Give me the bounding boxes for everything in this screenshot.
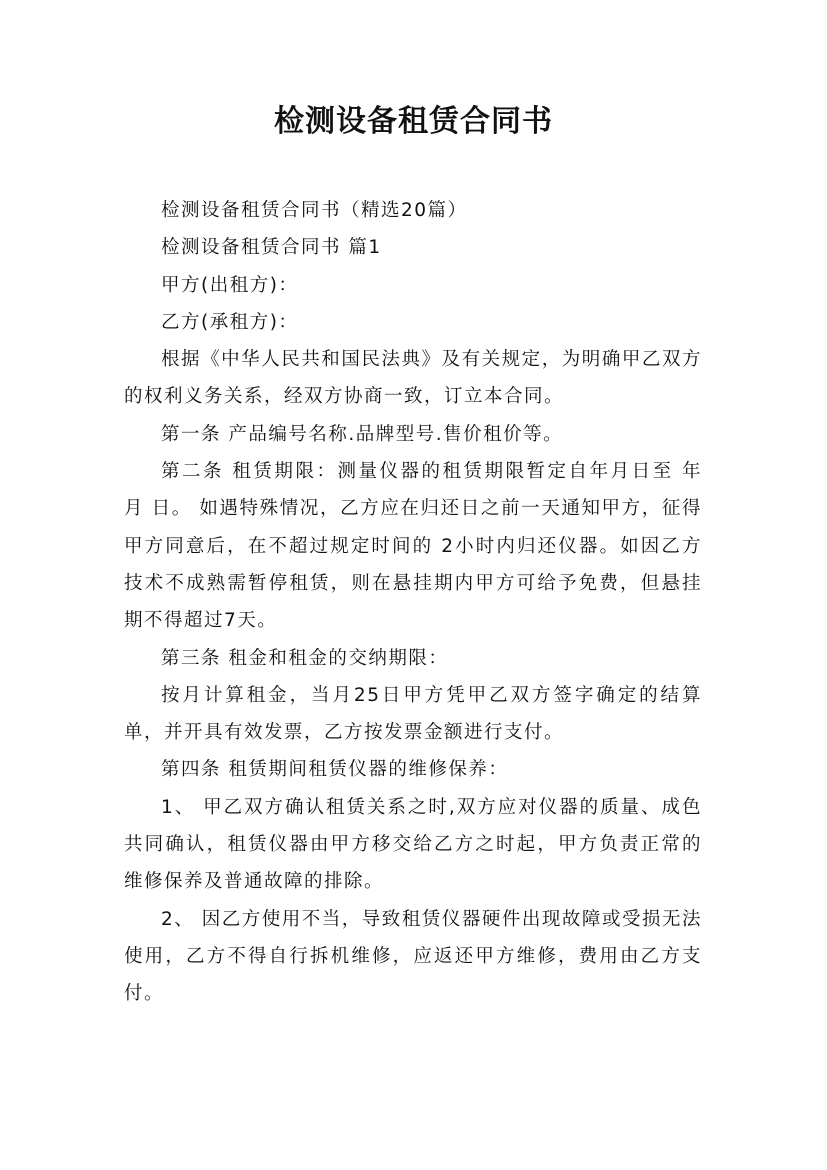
- paragraph-article-3-body: 按月计算租金，当月25日甲方凭甲乙双方签字确定的结算单，并开具有效发票，乙方按发票金额进行支付。: [124, 684, 702, 744]
- document-title: 检测设备租赁合同书: [274, 104, 553, 139]
- paragraph-party-a: 甲方(出租方)：: [161, 274, 299, 296]
- paragraph-article-1: 第一条 产品编号名称.品牌型号.售价租价等。: [161, 423, 564, 445]
- paragraph-article-2: 第二条 租赁期限：测量仪器的租赁期限暂定自年月日至 年 月 日。 如遇特殊情况，乙方应在归还日之前一天通知甲方，征得甲方同意后，在不超过规定时间的 2小时内归还仪器。如因乙方技术不成熟需暂停租赁，则在悬挂期内甲方可给予免费，但悬挂期不得超过7天。: [124, 461, 702, 632]
- paragraph-party-b: 乙方(承租方)：: [161, 311, 299, 333]
- paragraph-article-4-item-2: 2、 因乙方使用不当，导致租赁仪器硬件出现故障或受损无法使用，乙方不得自行拆机维修，应返还甲方维修，费用由乙方支付。: [124, 908, 702, 1005]
- document-body: [124, 192, 702, 1013]
- paragraph-article-3: 第三条 租金和租金的交纳期限：: [161, 647, 449, 669]
- paragraph-subtitle: 检测设备租赁合同书（精选20篇）: [161, 200, 468, 221]
- paragraph-article-4: 第四条 租赁期间租赁仪器的维修保养：: [161, 759, 509, 781]
- paragraph-section-heading: 检测设备租赁合同书 篇1: [161, 237, 382, 259]
- paragraph-article-4-item-1: 1、 甲乙双方确认租赁关系之时,双方应对仪器的质量、成色共同确认，租赁仪器由甲方移交给乙方之时起，甲方负责正常的维修保养及普通故障的排除。: [124, 796, 702, 893]
- paragraph-preamble: 根据《中华人民共和国民法典》及有关规定，为明确甲乙双方的权利义务关系，经双方协商一致，订立本合同。: [124, 349, 702, 408]
